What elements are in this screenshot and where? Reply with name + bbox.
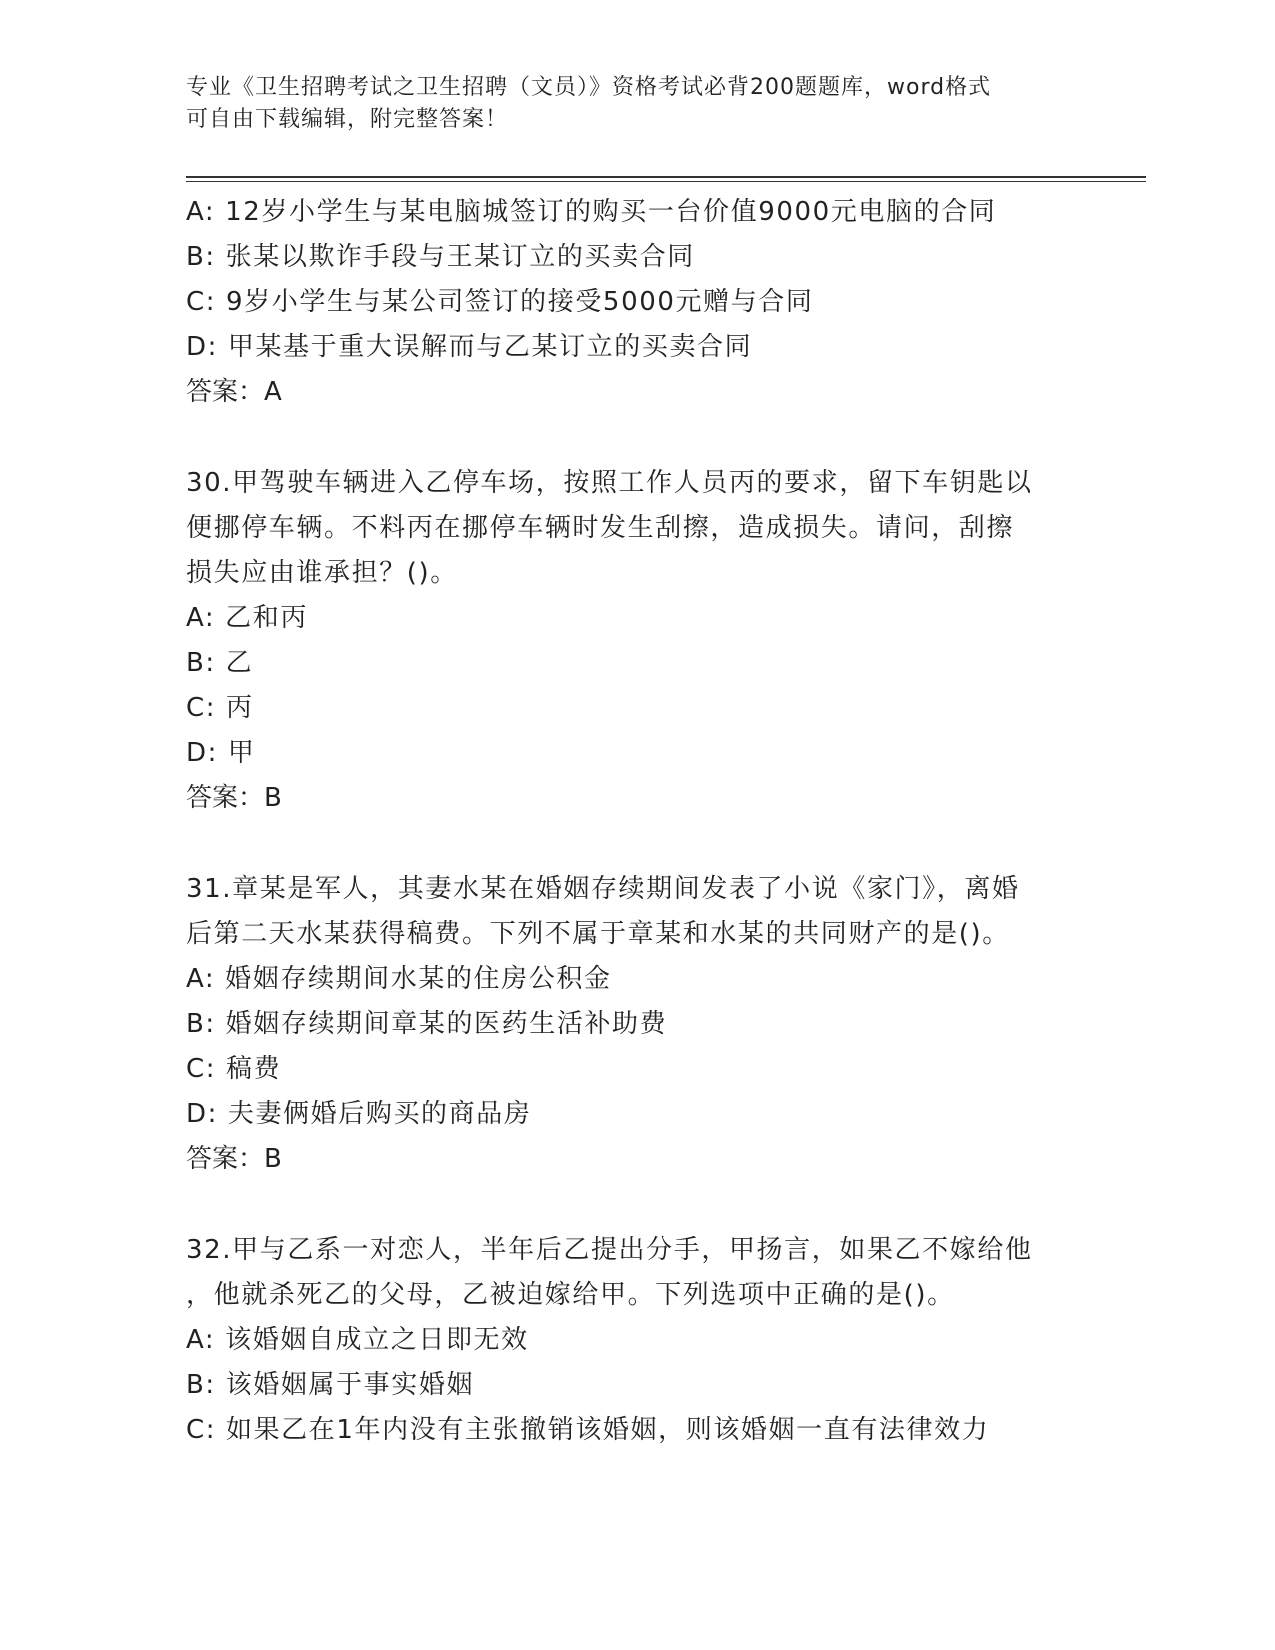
- document-header: [186, 72, 1086, 136]
- option-a: A: 12岁小学生与某电脑城签订的购买一台价值9000元电脑的合同: [186, 197, 997, 227]
- question-list: [186, 190, 1086, 1453]
- header-divider-thin: [186, 181, 1146, 182]
- question-text-line: 30.甲驾驶车辆进入乙停车场，按照工作人员丙的要求，留下车钥匙以: [186, 468, 1033, 498]
- question-text-line: ，他就杀死乙的父母，乙被迫嫁给甲。下列选项中正确的是()。: [186, 1280, 955, 1310]
- option-b: B: 张某以欺诈手段与王某订立的买卖合同: [186, 242, 695, 272]
- option-d: D: 甲: [186, 738, 256, 768]
- option-a: A: 该婚姻自成立之日即无效: [186, 1325, 529, 1355]
- option-a: A: 乙和丙: [186, 603, 308, 633]
- question-text-line: 损失应由谁承担？()。: [186, 558, 458, 588]
- option-d: D: 夫妻俩婚后购买的商品房: [186, 1099, 532, 1129]
- option-b: B: 乙: [186, 648, 254, 678]
- question-block-30: [186, 461, 1086, 821]
- option-b: B: 该婚姻属于事实婚姻: [186, 1370, 475, 1400]
- question-text-line: 后第二天水某获得稿费。下列不属于章某和水某的共同财产的是()。: [186, 919, 1010, 949]
- question-text-line: 32.甲与乙系一对恋人，半年后乙提出分手，甲扬言，如果乙不嫁给他: [186, 1235, 1033, 1265]
- answer-label: 答案：B: [186, 1144, 282, 1174]
- answer-label: 答案：A: [186, 377, 282, 407]
- question-block-31: [186, 867, 1086, 1182]
- option-b: B: 婚姻存续期间章某的医药生活补助费: [186, 1009, 668, 1039]
- question-text-line: 31.章某是军人，其妻水某在婚姻存续期间发表了小说《家门》，离婚: [186, 874, 1020, 904]
- option-c: C: 丙: [186, 693, 254, 723]
- header-divider-thick: [186, 176, 1146, 178]
- option-a: A: 婚姻存续期间水某的住房公积金: [186, 964, 612, 994]
- answer-label: 答案：B: [186, 783, 282, 813]
- question-block-prev: [186, 190, 1086, 415]
- question-text-line: 便挪停车辆。不料丙在挪停车辆时发生刮擦，造成损失。请问，刮擦: [186, 513, 1015, 543]
- question-block-32: [186, 1228, 1086, 1453]
- header-title-line-1: 专业《卫生招聘考试之卫生招聘（文员）》资格考试必背200题题库，word格式: [186, 75, 992, 100]
- option-c: C: 9岁小学生与某公司签订的接受5000元赠与合同: [186, 287, 814, 317]
- option-d: D: 甲某基于重大误解而与乙某订立的买卖合同: [186, 332, 753, 362]
- header-title-line-2: 可自由下载编辑，附完整答案！: [186, 107, 509, 132]
- option-c: C: 如果乙在1年内没有主张撤销该婚姻，则该婚姻一直有法律效力: [186, 1415, 990, 1445]
- option-c: C: 稿费: [186, 1054, 282, 1084]
